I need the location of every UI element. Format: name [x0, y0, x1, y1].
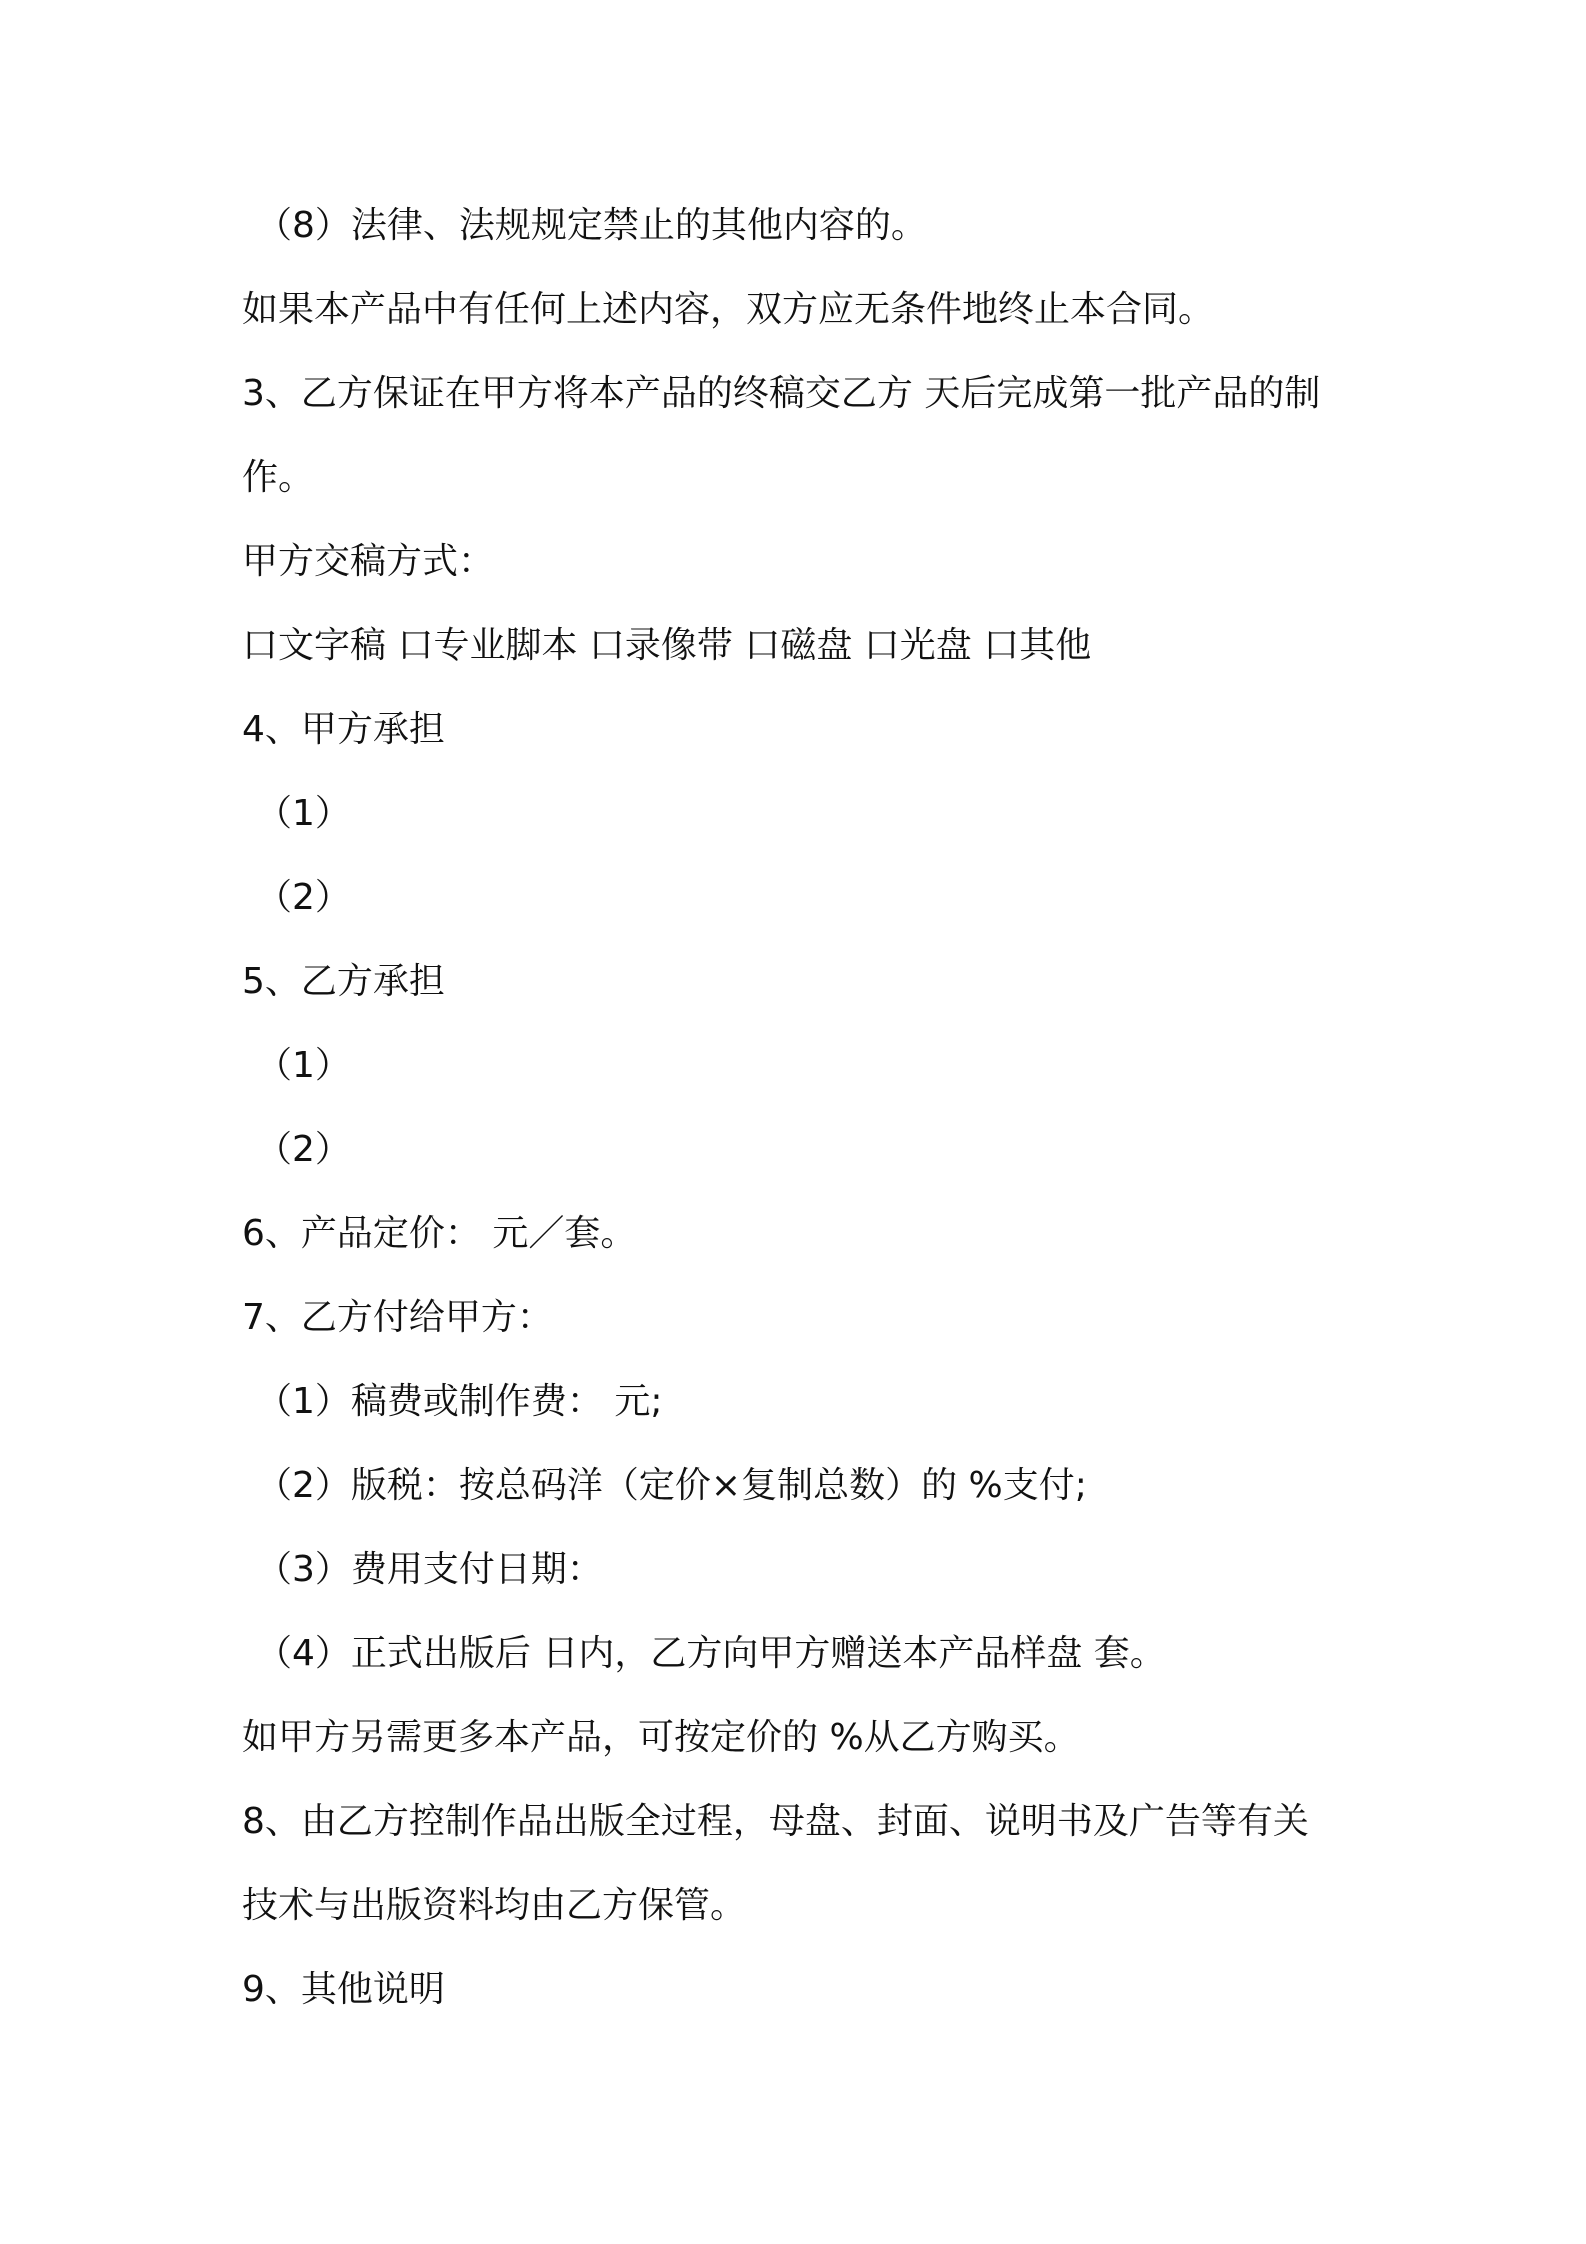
extra-purchase-sentence: 如甲方另需更多本产品，可按定价的 %从乙方购买。: [242, 1717, 1080, 1758]
clause-7-item-4: （4）正式出版后 日内，乙方向甲方赠送本产品样盘 套。: [256, 1633, 1166, 1674]
clause-7-item-2: （2）版税：按总码洋（定价×复制总数）的 %支付;: [256, 1465, 1087, 1506]
clause-5-item-2: （2）: [256, 1129, 351, 1170]
clause-4-heading: 4、甲方承担: [242, 709, 445, 750]
clause-3-line-2: 作。: [242, 457, 315, 498]
clause-7-item-3: （3）费用支付日期：: [256, 1549, 603, 1590]
clause-4-item-2: （2）: [256, 877, 351, 918]
clause-6-pricing: 6、产品定价： 元／套。: [242, 1213, 637, 1254]
submission-options: 口文字稿 口专业脚本 口录像带 口磁盘 口光盘 口其他: [242, 625, 1092, 666]
clause-8-line-2: 技术与出版资料均由乙方保管。: [242, 1885, 747, 1926]
termination-sentence: 如果本产品中有任何上述内容，双方应无条件地终止本合同。: [242, 289, 1215, 330]
submission-method-label: 甲方交稿方式：: [242, 541, 495, 582]
clause-5-heading: 5、乙方承担: [242, 961, 445, 1002]
clause-item-8: （8）法律、法规规定禁止的其他内容的。: [256, 205, 927, 246]
clause-7-item-1: （1）稿费或制作费： 元;: [256, 1381, 663, 1422]
clause-7-heading: 7、乙方付给甲方：: [242, 1297, 553, 1338]
clause-9-heading: 9、其他说明: [242, 1969, 445, 2010]
clause-8-line-1: 8、由乙方控制作品出版全过程，母盘、封面、说明书及广告等有关: [242, 1801, 1309, 1842]
clause-4-item-1: （1）: [256, 793, 351, 834]
clause-5-item-1: （1）: [256, 1045, 351, 1086]
clause-3-line-1: 3、乙方保证在甲方将本产品的终稿交乙方 天后完成第一批产品的制: [242, 373, 1321, 414]
